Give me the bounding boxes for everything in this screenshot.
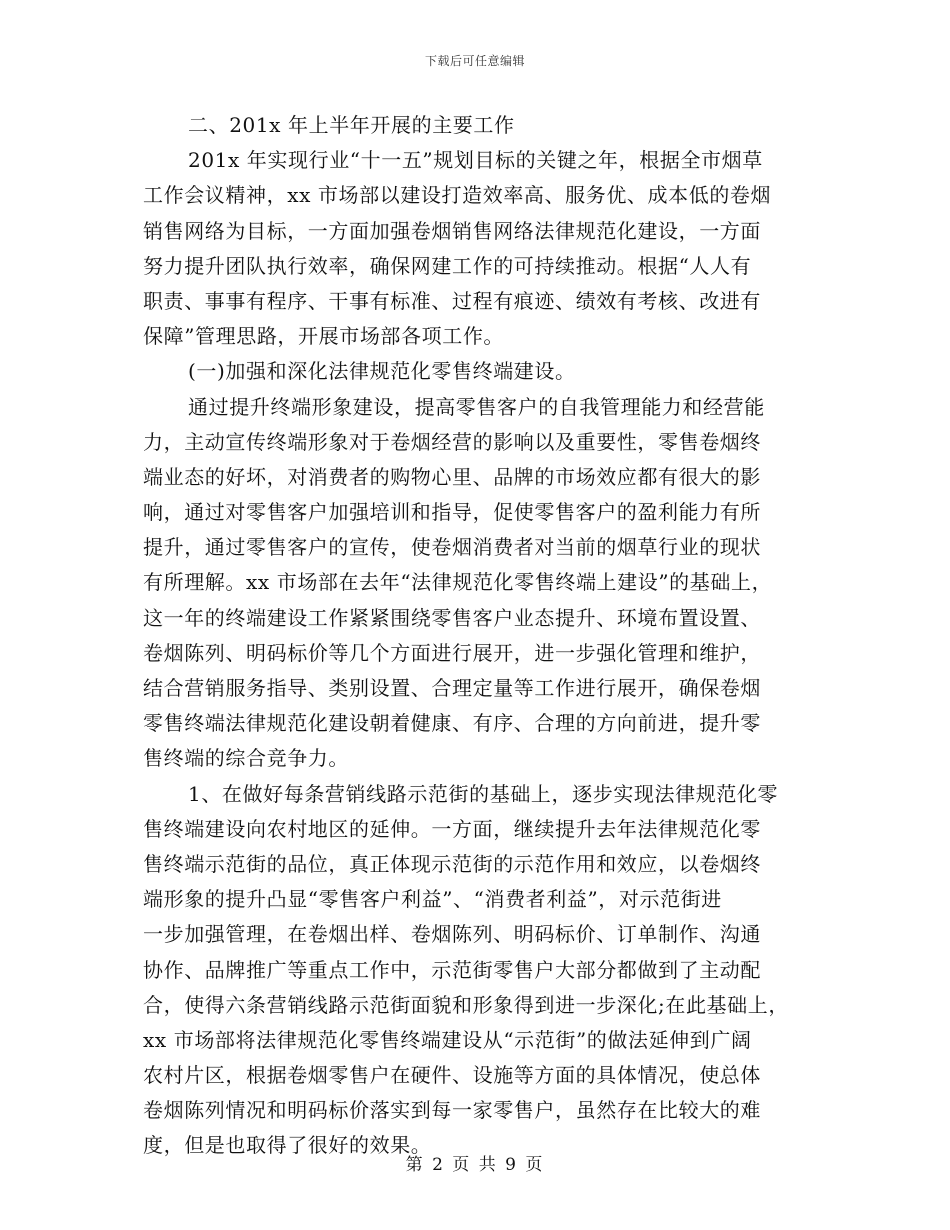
text-line: 二、201x 年上半年开展的主要工作 <box>188 113 515 137</box>
text-line: 零售终端法律规范化建设朝着健康、有序、合理的方向前进，提升零 <box>143 711 761 736</box>
text-line: 协作、品牌推广等重点工作中，示范街零售户大部分都做到了主动配 <box>143 957 761 982</box>
text-line: 端业态的好坏，对消费者的购物心里、品牌的市场效应都有很大的影 <box>143 464 761 489</box>
text-line: 售终端建设向农村地区的延伸。一方面，继续提升去年法律规范化零 <box>143 816 761 841</box>
text-line: 响，通过对零售客户加强培训和指导，促使零售客户的盈利能力有所 <box>143 500 761 525</box>
text-line: 合，使得六条营销线路示范街面貌和形象得到进一步深化;在此基础上， <box>143 992 789 1017</box>
text-line: 努力提升团队执行效率，确保网建工作的可持续推动。根据“人人有 <box>143 253 752 278</box>
text-line: 农村片区，根据卷烟零售户在硬件、设施等方面的具体情况，使总体 <box>143 1063 761 1088</box>
text-line: 力，主动宣传终端形象对于卷烟经营的影响以及重要性，零售卷烟终 <box>143 429 761 454</box>
text-line: 201x 年实现行业“十一五”规划目标的关键之年，根据全市烟草 <box>188 148 763 173</box>
text-line: 保障”管理思路，开展市场部各项工作。 <box>143 324 505 349</box>
text-line: xx 市场部将法律规范化零售终端建设从“示范街”的做法延伸到广阔 <box>143 1027 752 1052</box>
text-line: 1、在做好每条营销线路示范街的基础上，逐步实现法律规范化零 <box>188 781 779 806</box>
text-line: 提升，通过零售客户的宣传，使卷烟消费者对当前的烟草行业的现状 <box>143 535 761 560</box>
text-line: 工作会议精神，xx 市场部以建设打造效率高、服务优、成本低的卷烟 <box>143 183 772 208</box>
text-line: 职责、事事有程序、干事有标准、过程有痕迹、绩效有考核、改进有 <box>143 288 761 313</box>
page-number-footer: 第 2 页 共 9 页 <box>405 1155 545 1175</box>
text-line: 销售网络为目标，一方面加强卷烟销售网络法律规范化建设，一方面 <box>143 218 761 243</box>
text-line: (一)加强和深化法律规范化零售终端建设。 <box>188 359 576 384</box>
text-line: 一步加强管理，在卷烟出样、卷烟陈列、明码标价、订单制作、沟通 <box>143 922 761 947</box>
text-line: 有所理解。xx 市场部在去年“法律规范化零售终端上建设”的基础上， <box>143 570 773 595</box>
page-header-note: 下载后可任意编辑 <box>424 54 525 68</box>
text-line: 卷烟陈列情况和明码标价落实到每一家零售户，虽然存在比较大的难 <box>143 1098 761 1123</box>
text-line: 售终端的综合竞争力。 <box>143 746 349 771</box>
text-line: 这一年的终端建设工作紧紧围绕零售客户业态提升、环境布置设置、 <box>143 605 761 630</box>
text-line: 卷烟陈列、明码标价等几个方面进行展开，进一步强化管理和维护， <box>143 640 761 665</box>
document-body <box>143 108 813 1164</box>
text-line: 端形象的提升凸显“零售客户利益”、“消费者利益”，对示范街进 <box>143 887 722 912</box>
text-line: 结合营销服务指导、类别设置、合理定量等工作进行展开，确保卷烟 <box>143 676 761 700</box>
text-line: 度，但是也取得了很好的效果。 <box>143 1133 432 1158</box>
text-line: 通过提升终端形象建设，提高零售客户的自我管理能力和经营能 <box>188 394 765 419</box>
text-line: 售终端示范街的品位，真正体现示范街的示范作用和效应，以卷烟终 <box>143 851 761 876</box>
